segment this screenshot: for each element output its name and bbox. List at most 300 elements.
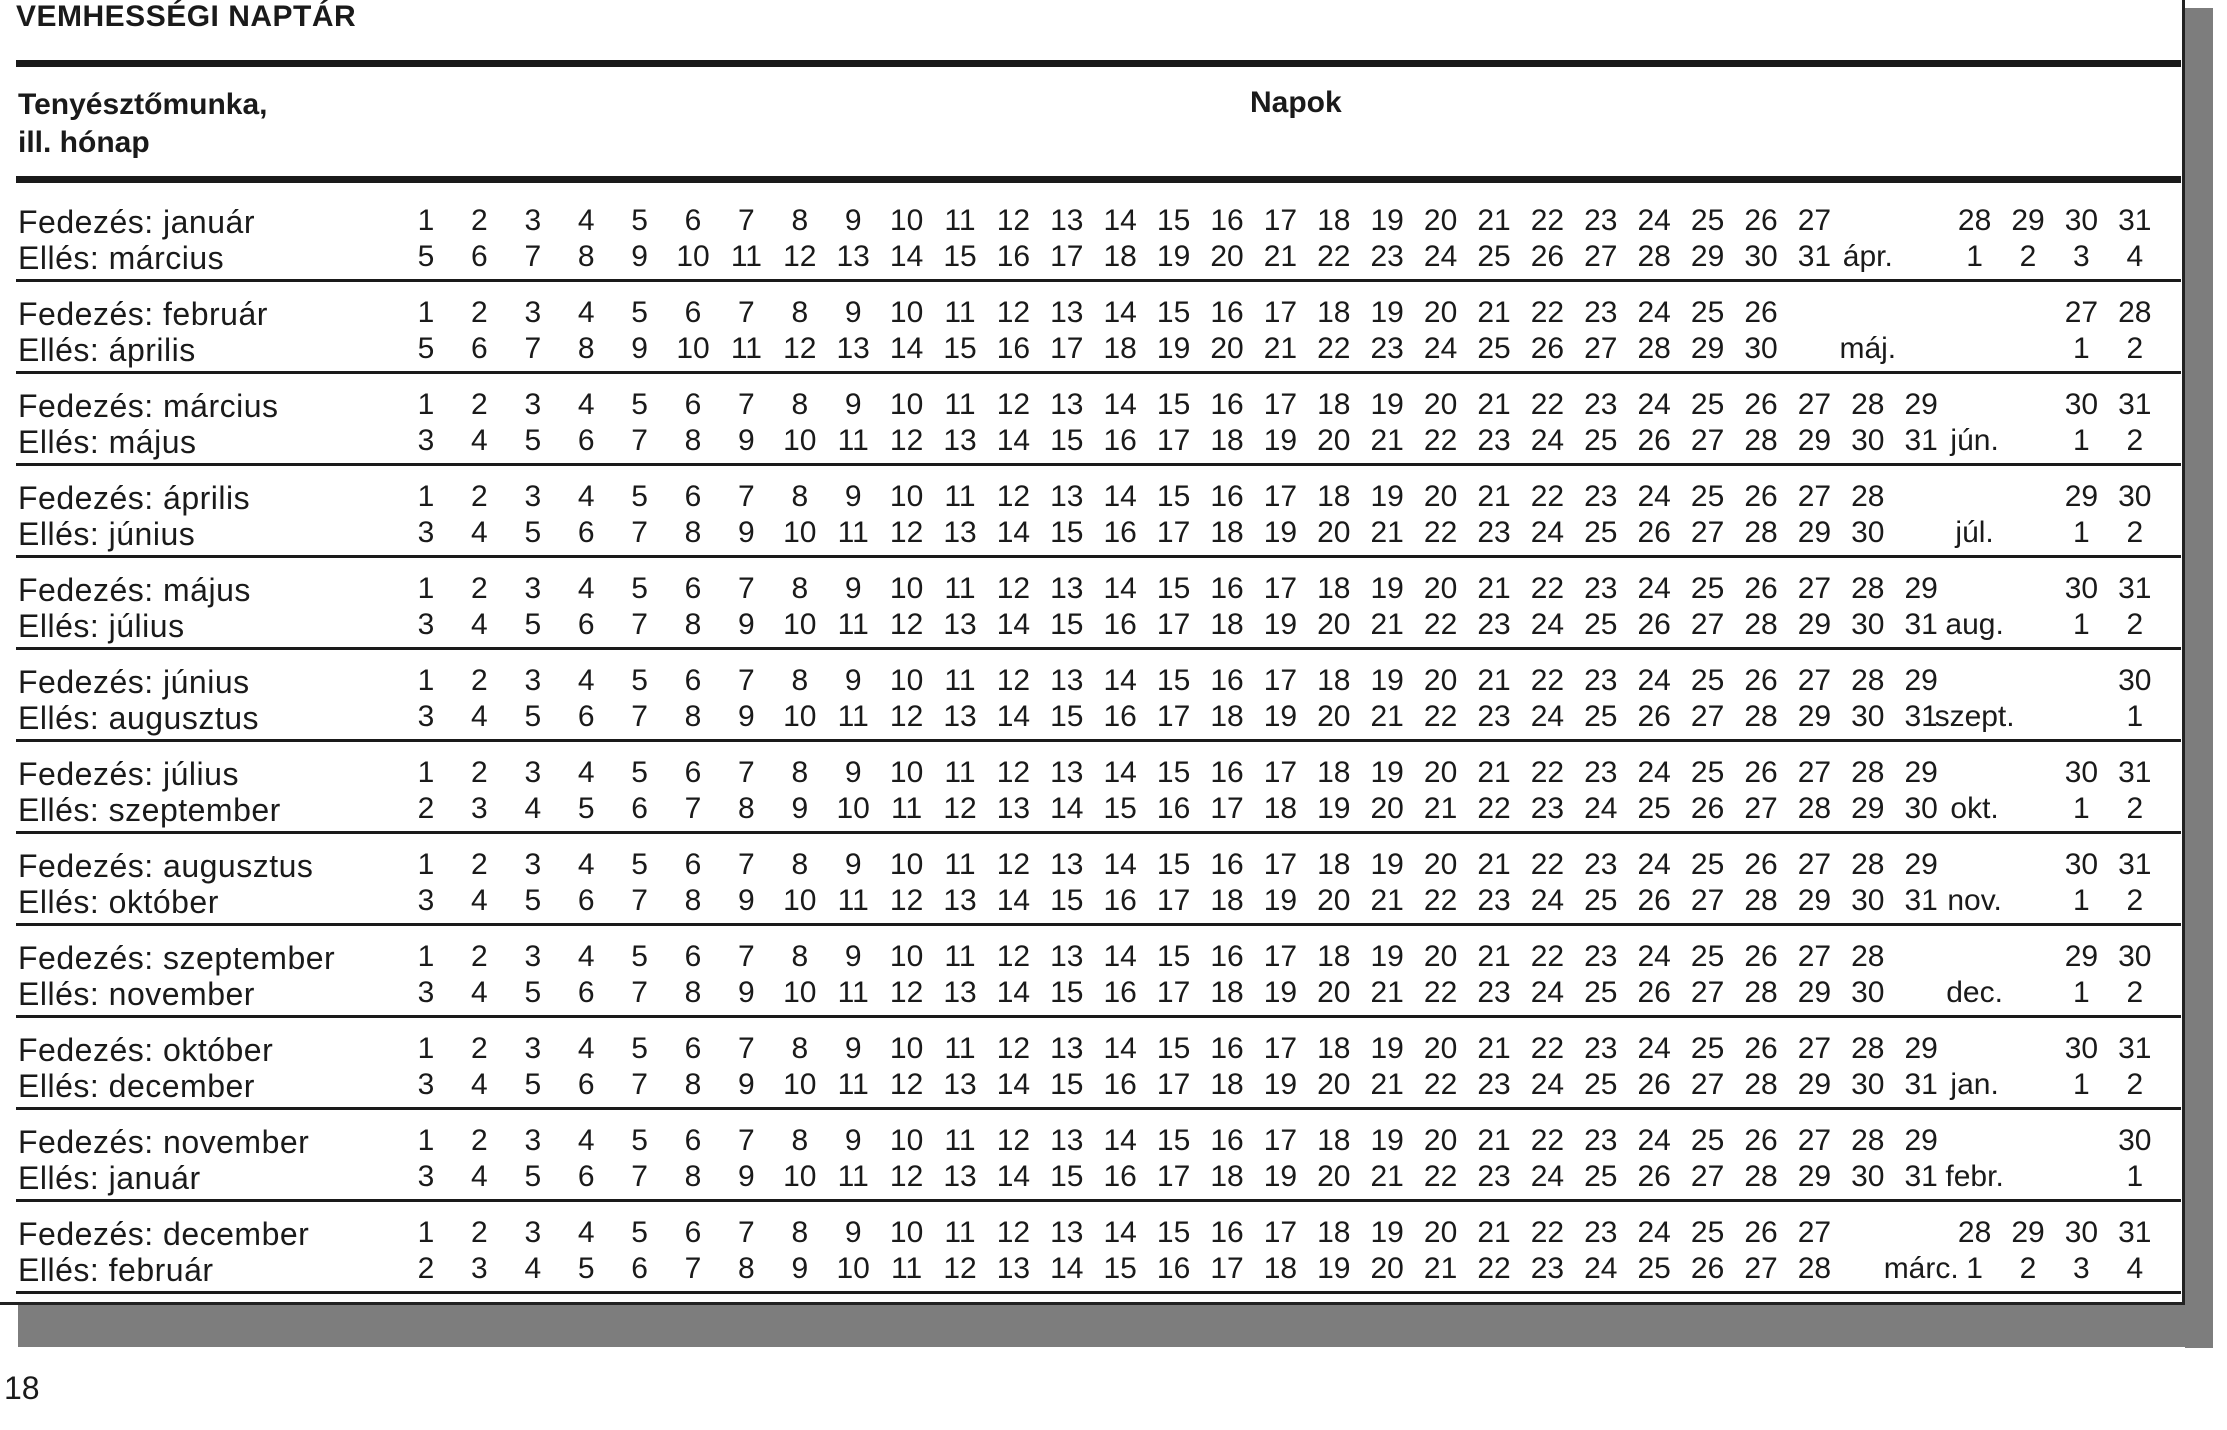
mating-month-label: Fedezés: november <box>18 1124 310 1160</box>
day-cell: 9 <box>844 1032 862 1065</box>
column-header-days: Napok <box>1250 86 1342 119</box>
day-cell: 15 <box>1156 204 1191 237</box>
day-cell: 9 <box>844 756 862 789</box>
day-cell: 10 <box>783 884 817 917</box>
day-cell: 30 <box>1851 700 1885 733</box>
day-cell: 20 <box>1423 296 1458 329</box>
day-cell: 16 <box>1103 976 1137 1009</box>
calendar-row <box>16 558 2181 650</box>
day-cell: 25 <box>1637 792 1671 825</box>
day-cell: 22 <box>1530 296 1565 329</box>
day-cell: 28 <box>1851 848 1885 881</box>
day-cell: 3 <box>524 756 542 789</box>
day-cell: 13 <box>996 792 1031 825</box>
day-cell: 11 <box>944 664 976 697</box>
day-cell: 3 <box>2073 1252 2090 1285</box>
day-cell: 25 <box>1690 940 1725 973</box>
day-cell: 30 <box>2064 848 2099 881</box>
day-cell: 21 <box>1370 1068 1404 1101</box>
day-cell: 21 <box>1370 424 1404 457</box>
day-cell: 9 <box>738 700 755 733</box>
birth-line <box>16 1068 2181 1104</box>
day-cell: 22 <box>1423 608 1458 641</box>
day-cell: 18 <box>1317 848 1351 881</box>
day-cell: 9 <box>631 240 648 273</box>
day-cell: 3 <box>524 388 542 421</box>
day-cell: 31 <box>1904 1160 1938 1193</box>
day-cell: 17 <box>1156 608 1191 641</box>
day-cell: 7 <box>524 332 542 365</box>
day-cell: 14 <box>996 424 1031 457</box>
next-month-label: márc. <box>1883 1252 1959 1285</box>
day-cell: 2 <box>471 1216 488 1249</box>
day-cell: 29 <box>2064 940 2099 973</box>
day-cell: 1 <box>417 204 435 237</box>
day-cell: 29 <box>2064 480 2099 513</box>
day-cell: 11 <box>837 608 869 641</box>
day-cell: 30 <box>2118 1124 2152 1157</box>
day-cell: 23 <box>1584 1216 1618 1249</box>
day-cell: 7 <box>738 204 755 237</box>
day-cell: 23 <box>1584 296 1618 329</box>
day-cell: 23 <box>1477 1160 1511 1193</box>
day-cell: 22 <box>1530 940 1565 973</box>
day-cell: 30 <box>2118 664 2152 697</box>
day-cell: 23 <box>1584 1032 1618 1065</box>
day-cell: 30 <box>1851 1160 1885 1193</box>
birth-line <box>16 976 2181 1012</box>
day-cell: 30 <box>1851 1068 1885 1101</box>
day-cell: 1 <box>2073 424 2090 457</box>
day-cell: 19 <box>1263 608 1298 641</box>
day-cell: 12 <box>996 1124 1031 1157</box>
birth-line <box>16 700 2181 736</box>
day-cell: 26 <box>1637 608 1671 641</box>
day-cell: 25 <box>1584 700 1618 733</box>
day-cell: 16 <box>1210 296 1244 329</box>
next-month-label: máj. <box>1839 332 1897 365</box>
day-cell: 17 <box>1156 516 1191 549</box>
day-cell: 12 <box>889 1068 924 1101</box>
mating-month-label: Fedezés: július <box>18 756 239 792</box>
day-cell: 18 <box>1317 1124 1351 1157</box>
day-cell: 25 <box>1637 1252 1671 1285</box>
day-cell: 21 <box>1263 332 1298 365</box>
day-cell: 25 <box>1584 516 1618 549</box>
day-cell: 23 <box>1477 976 1511 1009</box>
mating-line <box>16 848 2181 884</box>
day-cell: 17 <box>1263 1216 1298 1249</box>
mating-line <box>16 1124 2181 1160</box>
day-cell: 30 <box>2118 940 2152 973</box>
day-cell: 12 <box>889 884 924 917</box>
day-cell: 4 <box>577 848 595 881</box>
day-cell: 4 <box>577 1216 595 1249</box>
mating-line <box>16 204 2181 240</box>
day-cell: 27 <box>1744 792 1778 825</box>
day-cell: 20 <box>1210 332 1244 365</box>
day-cell: 30 <box>2064 572 2099 605</box>
day-cell: 26 <box>1744 480 1778 513</box>
day-cell: 28 <box>1744 608 1778 641</box>
day-cell: 3 <box>524 1032 542 1065</box>
day-cell: 22 <box>1423 1068 1458 1101</box>
day-cell: 19 <box>1370 204 1404 237</box>
day-cell: 9 <box>844 1124 862 1157</box>
day-cell: 23 <box>1530 792 1565 825</box>
day-cell: 27 <box>1797 940 1832 973</box>
calendar-row <box>16 834 2181 926</box>
day-cell: 10 <box>783 1068 817 1101</box>
day-cell: 1 <box>2073 792 2090 825</box>
day-cell: 26 <box>1744 1124 1778 1157</box>
day-cell: 27 <box>1584 240 1618 273</box>
day-cell: 10 <box>889 204 924 237</box>
calendar-row <box>16 190 2181 282</box>
calendar-row <box>16 1018 2181 1110</box>
day-cell: 16 <box>1210 848 1244 881</box>
day-cell: 8 <box>791 848 809 881</box>
day-cell: 7 <box>738 388 755 421</box>
day-cell: 1 <box>2073 516 2090 549</box>
day-cell: 9 <box>738 1068 755 1101</box>
day-cell: 3 <box>524 848 542 881</box>
day-cell: 8 <box>577 332 595 365</box>
day-cell: 5 <box>631 756 648 789</box>
day-cell: 24 <box>1530 608 1565 641</box>
day-cell: 30 <box>1904 792 1938 825</box>
day-cell: 24 <box>1637 1216 1671 1249</box>
day-cell: 8 <box>684 516 702 549</box>
day-cell: 11 <box>944 480 976 513</box>
day-cell: 25 <box>1584 608 1618 641</box>
day-cell: 5 <box>631 1216 648 1249</box>
day-cell: 9 <box>791 792 809 825</box>
day-cell: 11 <box>730 332 762 365</box>
day-cell: 30 <box>1851 516 1885 549</box>
mating-line <box>16 296 2181 332</box>
day-cell: 25 <box>1690 296 1725 329</box>
day-cell: 31 <box>2118 756 2152 789</box>
day-cell: 30 <box>2118 480 2152 513</box>
day-cell: 12 <box>943 792 977 825</box>
day-cell: 4 <box>471 884 488 917</box>
day-cell: 21 <box>1370 976 1404 1009</box>
day-cell: 14 <box>1103 572 1137 605</box>
day-cell: 5 <box>631 664 648 697</box>
day-cell: 23 <box>1477 424 1511 457</box>
day-cell: 18 <box>1317 480 1351 513</box>
day-cell: 16 <box>1210 388 1244 421</box>
day-cell: 2 <box>2019 1252 2037 1285</box>
day-cell: 22 <box>1530 480 1565 513</box>
day-cell: 16 <box>1103 516 1137 549</box>
day-cell: 18 <box>1263 792 1298 825</box>
day-cell: 23 <box>1584 1124 1618 1157</box>
day-cell: 26 <box>1744 848 1778 881</box>
day-cell: 12 <box>996 572 1031 605</box>
day-cell: 8 <box>684 608 702 641</box>
day-cell: 31 <box>2118 204 2152 237</box>
day-cell: 21 <box>1477 204 1511 237</box>
day-cell: 22 <box>1530 848 1565 881</box>
day-cell: 6 <box>684 664 702 697</box>
day-cell: 8 <box>577 240 595 273</box>
day-cell: 21 <box>1477 388 1511 421</box>
day-cell: 10 <box>836 1252 870 1285</box>
day-cell: 11 <box>837 1160 869 1193</box>
day-cell: 24 <box>1637 756 1671 789</box>
day-cell: 15 <box>1050 1160 1084 1193</box>
day-cell: 19 <box>1263 1068 1298 1101</box>
day-cell: 5 <box>524 1068 542 1101</box>
day-cell: 21 <box>1477 848 1511 881</box>
day-cell: 19 <box>1370 848 1404 881</box>
day-cell: 28 <box>1957 1216 1992 1249</box>
day-cell: 6 <box>577 424 595 457</box>
day-cell: 28 <box>1797 792 1832 825</box>
day-cell: 17 <box>1263 204 1298 237</box>
day-cell: 2 <box>471 848 488 881</box>
day-cell: 13 <box>1050 756 1084 789</box>
day-cell: 12 <box>996 1032 1031 1065</box>
day-cell: 11 <box>891 792 923 825</box>
day-cell: 19 <box>1370 388 1404 421</box>
day-cell: 27 <box>1690 884 1725 917</box>
day-cell: 28 <box>1851 388 1885 421</box>
day-cell: 6 <box>577 516 595 549</box>
day-cell: 11 <box>944 1032 976 1065</box>
day-cell: 26 <box>1637 884 1671 917</box>
day-cell: 22 <box>1423 1160 1458 1193</box>
day-cell: 8 <box>684 1068 702 1101</box>
day-cell: 3 <box>524 940 542 973</box>
day-cell: 19 <box>1370 480 1404 513</box>
calendar-row <box>16 742 2181 834</box>
day-cell: 13 <box>1050 204 1084 237</box>
day-cell: 22 <box>1423 976 1458 1009</box>
day-cell: 29 <box>1904 572 1938 605</box>
day-cell: 11 <box>730 240 762 273</box>
day-cell: 1 <box>1966 240 1983 273</box>
day-cell: 19 <box>1370 1124 1404 1157</box>
birth-month-label: Ellés: augusztus <box>18 700 260 736</box>
day-cell: 11 <box>944 756 976 789</box>
day-cell: 13 <box>1050 480 1084 513</box>
next-month-label: nov. <box>1947 884 2002 917</box>
day-cell: 21 <box>1370 884 1404 917</box>
day-cell: 16 <box>1103 424 1137 457</box>
day-cell: 13 <box>1050 940 1084 973</box>
day-cell: 16 <box>1210 664 1244 697</box>
day-cell: 3 <box>417 884 435 917</box>
day-cell: 30 <box>1744 240 1778 273</box>
day-cell: 18 <box>1317 296 1351 329</box>
day-cell: 26 <box>1690 792 1725 825</box>
day-cell: 28 <box>1851 480 1885 513</box>
day-cell: 27 <box>1797 1124 1832 1157</box>
day-cell: 1 <box>2126 1160 2144 1193</box>
day-cell: 5 <box>577 1252 595 1285</box>
day-cell: 14 <box>996 608 1031 641</box>
day-cell: 8 <box>684 976 702 1009</box>
day-cell: 2 <box>2126 792 2144 825</box>
day-cell: 4 <box>577 756 595 789</box>
day-cell: 15 <box>943 332 977 365</box>
day-cell: 14 <box>1103 664 1137 697</box>
day-cell: 19 <box>1370 1216 1404 1249</box>
calendar-row <box>16 1202 2181 1294</box>
day-cell: 2 <box>471 388 488 421</box>
day-cell: 29 <box>1797 424 1832 457</box>
page-title: VEMHESSÉGI NAPTÁR <box>16 0 357 33</box>
day-cell: 6 <box>577 1068 595 1101</box>
day-cell: 21 <box>1477 1032 1511 1065</box>
day-cell: 8 <box>791 1032 809 1065</box>
day-cell: 17 <box>1263 664 1298 697</box>
day-cell: 14 <box>889 240 924 273</box>
mating-line <box>16 664 2181 700</box>
day-cell: 18 <box>1103 332 1137 365</box>
day-cell: 27 <box>1797 204 1832 237</box>
day-cell: 20 <box>1423 388 1458 421</box>
day-cell: 13 <box>943 1160 977 1193</box>
day-cell: 18 <box>1210 884 1244 917</box>
day-cell: 10 <box>889 296 924 329</box>
day-cell: 18 <box>1317 204 1351 237</box>
day-cell: 10 <box>889 1032 924 1065</box>
day-cell: 18 <box>1210 976 1244 1009</box>
birth-line <box>16 240 2181 276</box>
day-cell: 6 <box>684 940 702 973</box>
calendar-row <box>16 466 2181 558</box>
birth-line <box>16 608 2181 644</box>
day-cell: 21 <box>1477 1124 1511 1157</box>
birth-month-label: Ellés: október <box>18 884 219 920</box>
day-cell: 2 <box>2126 332 2144 365</box>
day-cell: 22 <box>1317 240 1351 273</box>
day-cell: 26 <box>1637 516 1671 549</box>
day-cell: 10 <box>889 756 924 789</box>
day-cell: 9 <box>844 388 862 421</box>
day-cell: 20 <box>1423 1216 1458 1249</box>
day-cell: 8 <box>791 572 809 605</box>
day-cell: 6 <box>684 1124 702 1157</box>
day-cell: 22 <box>1530 388 1565 421</box>
day-cell: 17 <box>1263 480 1298 513</box>
day-cell: 15 <box>1156 572 1191 605</box>
day-cell: 20 <box>1423 940 1458 973</box>
day-cell: 1 <box>417 1216 435 1249</box>
day-cell: 29 <box>1904 388 1938 421</box>
day-cell: 16 <box>1210 756 1244 789</box>
day-cell: 21 <box>1477 664 1511 697</box>
day-cell: 16 <box>1156 792 1191 825</box>
day-cell: 17 <box>1263 848 1298 881</box>
day-cell: 7 <box>631 884 648 917</box>
day-cell: 5 <box>631 296 648 329</box>
day-cell: 1 <box>417 664 435 697</box>
day-cell: 3 <box>2073 240 2090 273</box>
day-cell: 20 <box>1423 848 1458 881</box>
day-cell: 22 <box>1423 700 1458 733</box>
day-cell: 30 <box>2064 1216 2099 1249</box>
day-cell: 25 <box>1690 1216 1725 1249</box>
day-cell: 2 <box>471 480 488 513</box>
day-cell: 25 <box>1584 424 1618 457</box>
day-cell: 9 <box>738 884 755 917</box>
day-cell: 25 <box>1690 1124 1725 1157</box>
day-cell: 5 <box>631 204 648 237</box>
next-month-label: aug. <box>1945 608 2004 641</box>
calendar-row <box>16 374 2181 466</box>
day-cell: 18 <box>1317 388 1351 421</box>
day-cell: 4 <box>2126 1252 2144 1285</box>
day-cell: 11 <box>944 1216 976 1249</box>
day-cell: 20 <box>1317 516 1351 549</box>
day-cell: 30 <box>1851 884 1885 917</box>
day-cell: 13 <box>943 884 977 917</box>
day-cell: 4 <box>577 480 595 513</box>
day-cell: 19 <box>1263 700 1298 733</box>
day-cell: 31 <box>2118 1216 2152 1249</box>
column-header-left <box>18 86 268 162</box>
day-cell: 18 <box>1317 664 1351 697</box>
day-cell: 23 <box>1584 848 1618 881</box>
birth-month-label: Ellés: december <box>18 1068 255 1104</box>
day-cell: 18 <box>1317 1032 1351 1065</box>
day-cell: 9 <box>738 608 755 641</box>
day-cell: 1 <box>417 480 435 513</box>
day-cell: 24 <box>1637 204 1671 237</box>
day-cell: 1 <box>2073 884 2090 917</box>
day-cell: 10 <box>889 572 924 605</box>
day-cell: 17 <box>1156 424 1191 457</box>
day-cell: 10 <box>676 240 710 273</box>
mating-month-label: Fedezés: február <box>18 296 268 332</box>
day-cell: 11 <box>837 884 869 917</box>
day-cell: 15 <box>1103 1252 1137 1285</box>
day-cell: 8 <box>738 1252 755 1285</box>
birth-month-label: Ellés: július <box>18 608 185 644</box>
day-cell: 28 <box>2118 296 2152 329</box>
day-cell: 27 <box>1797 572 1832 605</box>
day-cell: 3 <box>524 572 542 605</box>
birth-line <box>16 884 2181 920</box>
day-cell: 16 <box>1103 1160 1137 1193</box>
day-cell: 29 <box>1904 848 1938 881</box>
day-cell: 12 <box>889 976 924 1009</box>
day-cell: 18 <box>1103 240 1137 273</box>
day-cell: 14 <box>1103 480 1137 513</box>
day-cell: 27 <box>1797 1216 1832 1249</box>
day-cell: 12 <box>996 204 1031 237</box>
day-cell: 25 <box>1477 332 1511 365</box>
day-cell: 10 <box>783 700 817 733</box>
birth-line <box>16 424 2181 460</box>
day-cell: 28 <box>1744 1160 1778 1193</box>
day-cell: 22 <box>1530 572 1565 605</box>
day-cell: 5 <box>631 940 648 973</box>
day-cell: 19 <box>1370 296 1404 329</box>
day-cell: 9 <box>844 480 862 513</box>
day-cell: 22 <box>1530 1032 1565 1065</box>
day-cell: 4 <box>577 296 595 329</box>
next-month-label: jan. <box>1950 1068 1999 1101</box>
day-cell: 27 <box>1797 756 1832 789</box>
next-month-label: febr. <box>1945 1160 2004 1193</box>
day-cell: 3 <box>524 480 542 513</box>
